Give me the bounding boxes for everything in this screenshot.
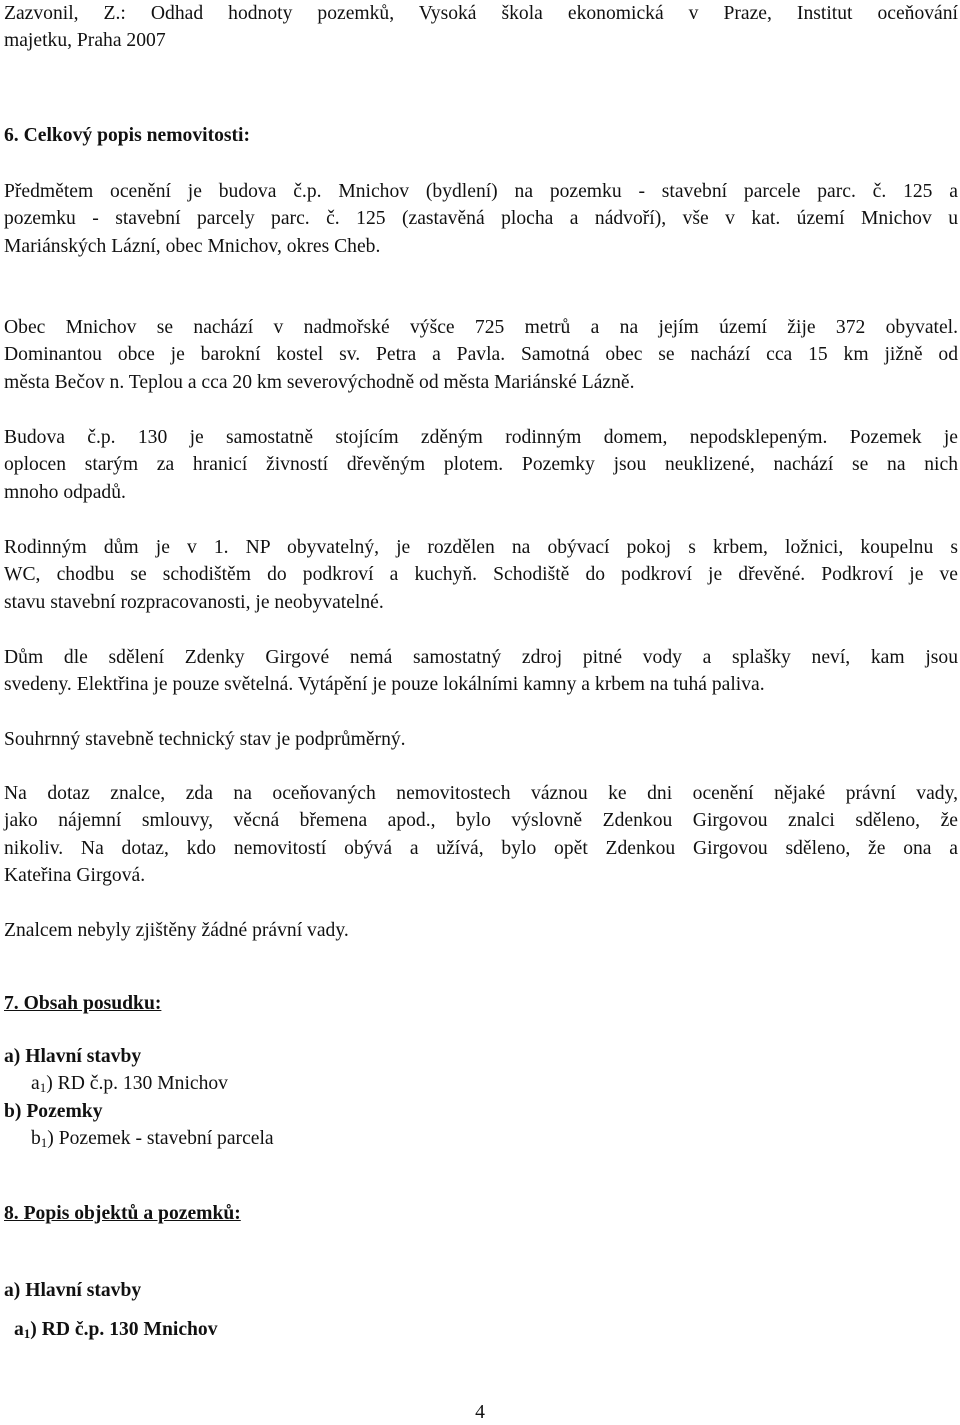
text-line: Budova č.p. 130 je samostatně stojícím zděným rodinným domem, nepodsklepeným. Pozemek je	[4, 427, 958, 448]
text-line: Předmětem ocenění je budova č.p. Mnichov (bydlení) na pozemku - stavební parcele parc. č. 125 a	[4, 181, 958, 202]
running-header	[4, 0, 958, 55]
text-line: nikoliv. Na dotaz, kdo nemovitostí obývá a užívá, bylo opět Zdenkou Girgovou sděleno, že ona a	[4, 837, 958, 859]
text-line: oplocen starým za hranicí živností dřevěným plotem. Pozemky jsou neuklizené, nachází se na nich	[4, 454, 958, 476]
text-line: města Bečov n. Teplou a cca 20 km severovýchodně od města Mariánské Lázně.	[4, 371, 635, 393]
list-heading-land: b) Pozemky	[4, 1100, 103, 1122]
paragraph-utilities	[4, 644, 958, 699]
text-line: pozemku - stavební parcely parc. č. 125 (zastavěná plocha a nádvoří), vše v kat. území Mnichov u	[4, 208, 958, 230]
list-item-a1: $a_1$) RD č.p. 130 Mnichov	[14, 1319, 218, 1342]
paragraph-legal	[4, 780, 958, 890]
list-item-b1: $b_1$) Pozemek - stavební parcela	[31, 1128, 274, 1151]
paragraph-building	[4, 424, 958, 506]
objects-list	[4, 1277, 958, 1344]
text-line: WC, chodbu se schodištěm do podkroví a kuchyň. Schodiště do podkroví je dřevěné. Podkroví je ve	[4, 564, 958, 586]
text-line: jako nájemní smlouvy, věcná břemena apod., bylo výslovně Zdenkou Girgovou znalci sděleno, že	[4, 810, 958, 832]
text-line: Obec Mnichov se nachází v nadmořské výšce 725 metrů a na jejím území žije 372 obyvatel.	[4, 317, 958, 338]
text-line: Znalcem nebyly zjištěny žádné právní vady.	[4, 920, 349, 941]
section-7-heading: 7. Obsah posudku:	[4, 993, 162, 1014]
paragraph-house	[4, 534, 958, 616]
text-line: mnoho odpadů.	[4, 481, 126, 503]
paragraph-no-defects	[4, 917, 958, 944]
text-line: Kateřina Girgová.	[4, 865, 146, 887]
list-heading-main-buildings: a) Hlavní stavby	[4, 1046, 142, 1067]
section-8-heading: 8. Popis objektů a pozemků:	[4, 1203, 241, 1224]
contents-list	[4, 1043, 958, 1153]
text-line: Dům dle sdělení Zdenky Girgové nemá samostatný zdroj pitné vody a splašky neví, kam jsou	[4, 647, 958, 668]
text-line: Dominantou obce je barokní kostel sv. Petra a Pavla. Samotná obec se nachází cca 15 km jižně od	[4, 344, 958, 366]
list-heading-main-buildings: a) Hlavní stavby	[4, 1280, 142, 1301]
header-line-1: Zazvonil, Z.: Odhad hodnoty pozemků, Vysoká škola ekonomická v Praze, Institut oceňování	[4, 3, 958, 24]
page-number: 4	[475, 1402, 485, 1423]
paragraph-subject	[4, 178, 958, 260]
text-line: Souhrnný stavebně technický stav je podprůměrný.	[4, 729, 406, 750]
text-line: Na dotaz znalce, zda na oceňovaných nemovitostech váznou ke dni ocenění nějaké právní vady,	[4, 783, 958, 804]
text-line: Rodinným dům je v 1. NP obyvatelný, je rozdělen na obývací pokoj s krbem, ložnici, koupelnu s	[4, 537, 958, 558]
list-item-a1: $a_1$) RD č.p. 130 Mnichov	[31, 1073, 228, 1096]
paragraph-condition	[4, 726, 958, 753]
text-line: stavu stavební rozpracovanosti, je neobyvatelné.	[4, 591, 384, 613]
text-line: svedeny. Elektřina je pouze světelná. Vytápění je pouze lokálními kamny a krbem na tuhá paliva.	[4, 674, 765, 696]
header-line-2: majetku, Praha 2007	[4, 30, 166, 52]
text-line: Mariánských Lázní, obec Mnichov, okres Cheb.	[4, 235, 381, 257]
paragraph-village	[4, 314, 958, 396]
section-6-heading: 6. Celkový popis nemovitosti:	[4, 125, 251, 146]
